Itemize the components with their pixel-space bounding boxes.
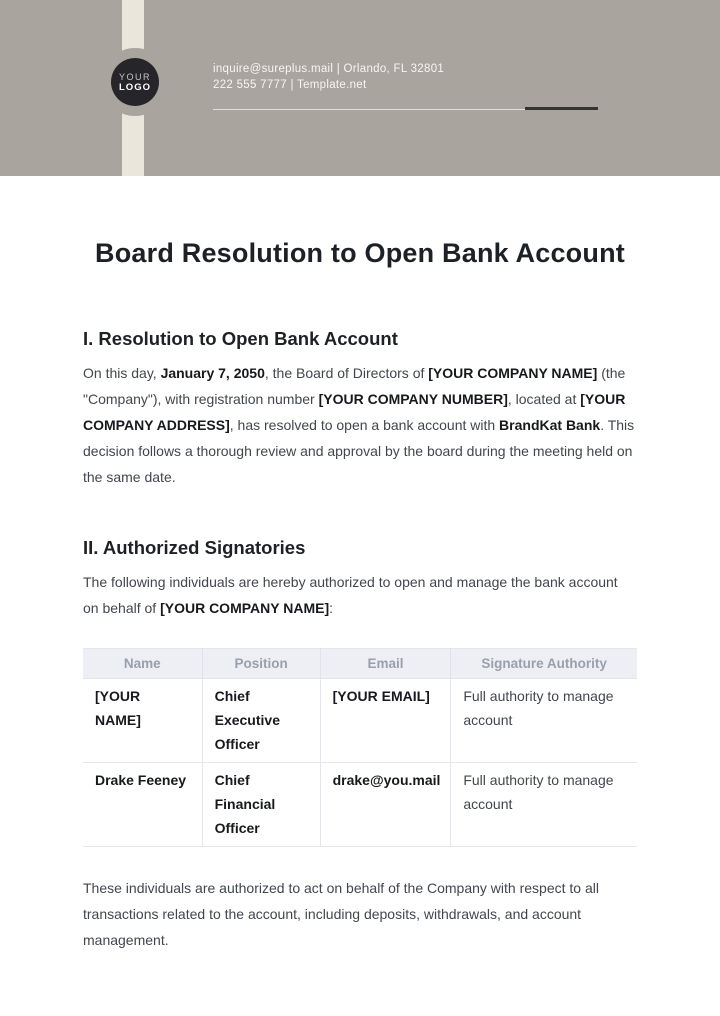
column-header-name: Name (83, 649, 202, 679)
header-accent-line (525, 107, 598, 110)
cell-authority: Full authority to manage account (451, 679, 637, 763)
cell-position: Chief Financial Officer (202, 763, 320, 847)
signatories-table (83, 648, 637, 847)
column-header-position: Position (202, 649, 320, 679)
logo-text-logo: LOGO (119, 81, 151, 93)
cell-email: [YOUR EMAIL] (320, 679, 451, 763)
section2-heading: II. Authorized Signatories (83, 537, 306, 558)
closing-paragraph: These individuals are authorized to act on behalf of the Company with respect to all transactions related to the account, including deposits, withdrawals, and account management. (83, 880, 599, 948)
column-header-signature-authority: Signature Authority (451, 649, 637, 679)
company-logo (111, 58, 159, 106)
cell-position: Chief Executive Officer (202, 679, 320, 763)
cell-email: drake@you.mail (320, 763, 451, 847)
letterhead-header (0, 0, 720, 176)
column-header-email: Email (320, 649, 451, 679)
section1-heading: I. Resolution to Open Bank Account (83, 328, 398, 349)
logo-text-your: YOUR (118, 71, 151, 82)
contact-line-phone-website: 222 555 7777 | Template.net (213, 79, 367, 91)
table-row (83, 679, 637, 763)
table-header-row (83, 649, 637, 679)
contact-info (213, 61, 444, 93)
section1-paragraph: On this day, January 7, 2050, the Board of Directors of [YOUR COMPANY NAME] (the "Company"), with registration number [YOUR COMPANY NUMBER], located at [YOUR COMPANY ADDRESS], has resolved to open a bank account with BrandKat Bank. This decision follows a thorough review and approval by the board during the meeting held on the same date. (83, 365, 635, 485)
section2-intro-paragraph: The following individuals are hereby authorized to open and manage the bank account on behalf of [YOUR COMPANY NAME]: (83, 574, 618, 616)
header-divider-line (213, 109, 527, 110)
table-row (83, 763, 637, 847)
cell-authority: Full authority to manage account (451, 763, 637, 847)
cell-name: Drake Feeney (83, 763, 202, 847)
contact-line-email-location: inquire@sureplus.mail | Orlando, FL 32801 (213, 63, 445, 75)
document-body (0, 236, 720, 953)
cell-name: [YOUR NAME] (83, 679, 202, 763)
document-title: Board Resolution to Open Bank Account (95, 238, 625, 268)
